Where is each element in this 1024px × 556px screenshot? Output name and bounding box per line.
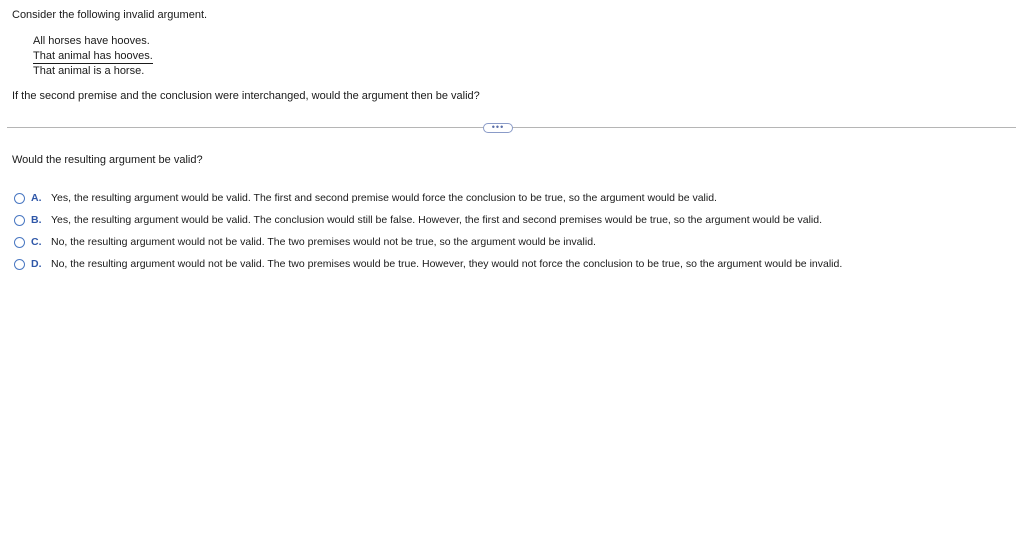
option-text: No, the resulting argument would not be valid. The two premises would not be true, so the argument would be invalid.: [51, 236, 596, 248]
option-letter: D.: [31, 258, 42, 270]
radio-icon[interactable]: [14, 237, 25, 248]
option-letter: A.: [31, 192, 42, 204]
conclusion: That animal is a horse.: [33, 65, 145, 77]
option-text: No, the resulting argument would not be valid. The two premises would be true. However, they would not force the conclusion to be true, so the argument would be invalid.: [51, 258, 843, 270]
option-letter: C.: [31, 236, 42, 248]
premise-2: That animal has hooves.: [33, 50, 153, 62]
premise-1: All horses have hooves.: [33, 35, 150, 47]
option-letter: B.: [31, 214, 42, 226]
argument-block: [33, 34, 153, 79]
option-c[interactable]: [14, 231, 1014, 253]
answer-options: [14, 187, 1014, 275]
question-text: Would the resulting argument be valid?: [12, 154, 203, 166]
option-text: Yes, the resulting argument would be valid. The conclusion would still be false. However, the first and second premises would be true, so the argument would be valid.: [51, 214, 823, 226]
radio-icon[interactable]: [14, 215, 25, 226]
intro-text: Consider the following invalid argument.: [12, 9, 208, 21]
option-b[interactable]: [14, 209, 1014, 231]
radio-icon[interactable]: [14, 259, 25, 270]
option-a[interactable]: [14, 187, 1014, 209]
expand-button[interactable]: •••: [483, 123, 513, 133]
prompt-text: If the second premise and the conclusion were interchanged, would the argument then be valid?: [12, 90, 480, 102]
radio-icon[interactable]: [14, 193, 25, 204]
option-d[interactable]: [14, 253, 1014, 275]
option-text: Yes, the resulting argument would be valid. The first and second premise would force the conclusion to be true, so the argument would be valid.: [51, 192, 717, 204]
